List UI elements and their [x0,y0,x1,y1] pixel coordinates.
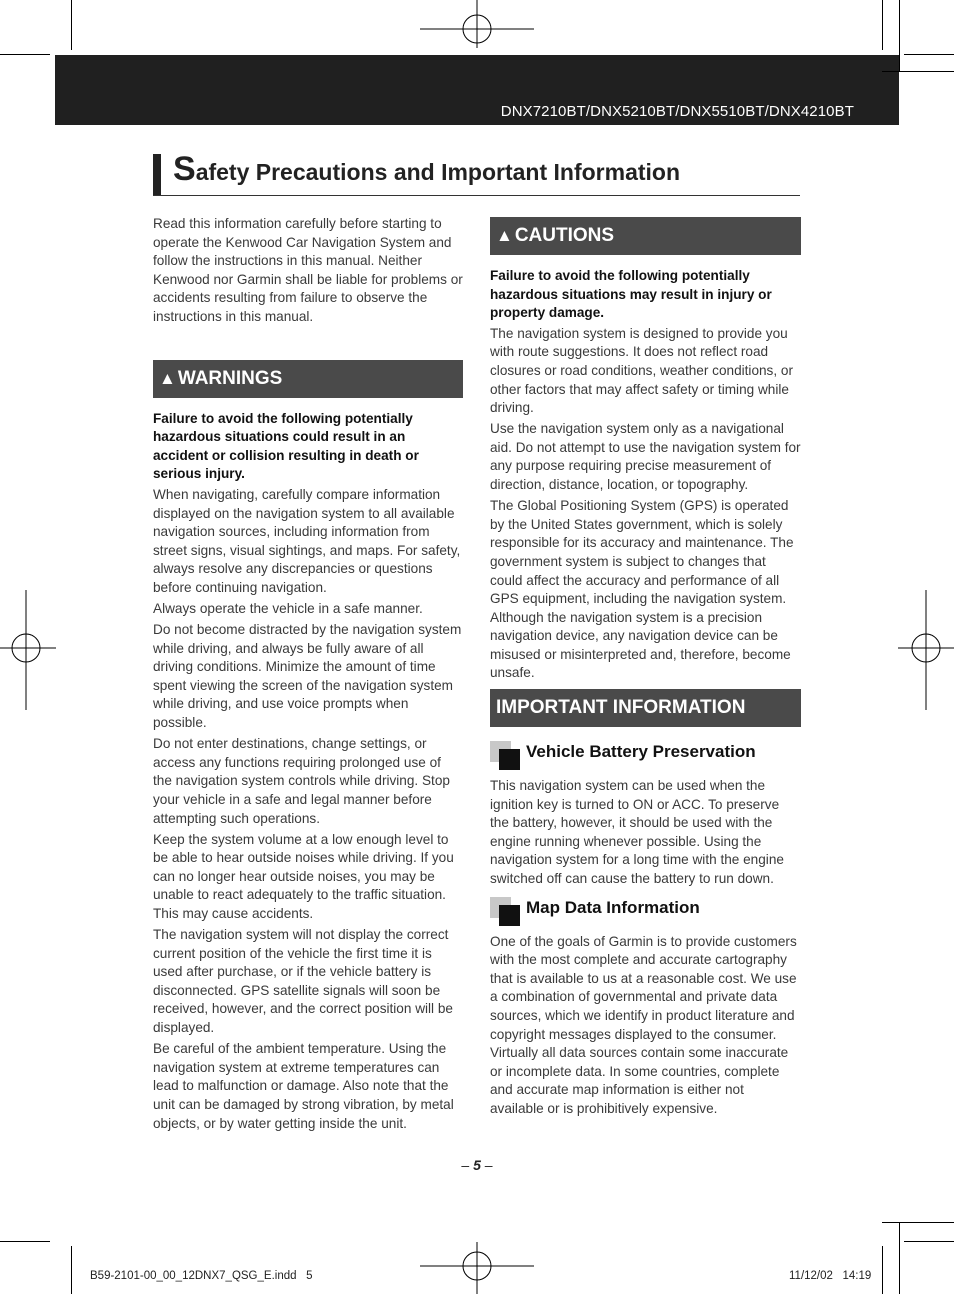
map-data-subheading: Map Data Information [490,897,801,929]
warnings-lead: Failure to avoid the following potentially hazardous situations could result in an accident or collision resulting in death or serious injury. [153,410,419,482]
left-column [153,215,463,1136]
warnings-paragraph: Do not become distracted by the navigation system while driving, and always be fully aware of all driving conditions. Minimize the amount of time spent viewing the screen of the navigation system while driving, and use voice prompts when possible. [153,622,462,731]
warnings-paragraph: Be careful of the ambient temperature. Using the navigation system at extreme temperatures can lead to malfunction or damage. Also note that the unit can be damaged by strong vibration, by metal objects, or by water getting inside the unit. [153,1041,454,1131]
cautions-paragraph: The Global Positioning System (GPS) is operated by the United States government, which is solely responsible for its accuracy and maintenance. The government system is subject to changes that could affect the accuracy and performance of all GPS equipment, including the navigation system. Although the navigation system is a precision navigation device, any navigation device can be misused or misinterpreted and, therefore, become unsafe. [490,498,794,681]
warnings-paragraph: Always operate the vehicle in a safe manner. [153,601,423,616]
subheading-marker [499,749,520,770]
cautions-paragraph: The navigation system is designed to provide you with route suggestions. It does not reflect road closures or road conditions, weather conditions, or other factors that may affect safety or timing while driving. [490,325,793,416]
model-numbers: DNX7210BT/DNX5210BT/DNX5510BT/DNX4210BT [500,103,854,120]
warnings-paragraph: The navigation system will not display the correct current position of the vehicle the first time it is used after purchase, or if the vehicle battery is disconnected. GPS satellite signals will soon be received, however, and the correct position will be displayed. [153,927,453,1036]
battery-subheading: Vehicle Battery Preservation [490,741,801,773]
subheading-marker [499,905,520,926]
right-column [490,217,801,1121]
footer-filename: B59-2101-00_00_12DNX7_QSG_E.indd 5 [90,1270,313,1282]
warnings-paragraph: Keep the system volume at a low enough level to be able to hear outside noises while driving. If you can no longer hear outside noises, you may be unable to react adequately to the traffic situation. This may cause accidents. [153,831,454,921]
registration-mark-right [894,590,954,710]
page-title-block [153,152,800,196]
warnings-paragraph: When navigating, carefully compare information displayed on the navigation system to all available navigation sources, including information from street signs, visual sightings, and maps. For safety, always resolve any discrepancies or questions before continuing navigation. [153,486,461,595]
page-title: Safety Precautions and Important Information [173,150,681,188]
registration-mark-top [420,0,534,60]
warning-triangle-icon: ▲ [159,368,176,388]
cautions-paragraph: Use the navigation system only as a navigational aid. Do not attempt to use the navigation system for any purpose requiring precise measurement of direction, distance, location, or topography. [490,421,801,493]
warnings-paragraph: Do not enter destinations, change settings, or access any functions requiring prolonged use of the navigation system controls while driving. Stop your vehicle in a safe and legal manner before attempting such operations. [153,736,450,826]
warnings-heading: ▲ WARNINGS [153,360,463,398]
warning-triangle-icon: ▲ [496,226,513,245]
map-data-paragraph: One of the goals of Garmin is to provide customers with the most complete and accurate cartography that is available to us at a reasonable cost. We use a combination of governmental and private data sources, which we identify in product literature and copyright messages displayed to the consumer. Virtually all data sources contain some inaccurate or incomplete data. In some countries, complete and accurate map information is either not available or is prohibitively expensive. [490,933,797,1116]
important-information-heading: IMPORTANT INFORMATION [490,689,801,727]
battery-paragraph: This navigation system can be used when the ignition key is turned to ON or ACC. To preserve the battery, however, it should be used with the engine running whenever possible. Using the navigation system for a long time with the engine switched off can cause the battery to run down. [490,778,784,887]
footer-timestamp: 11/12/02 14:19 [789,1270,872,1282]
intro-paragraph: Read this information carefully before starting to operate the Kenwood Car Navigation System and follow the instructions in this manual. Neither Kenwood nor Garmin shall be liable for problems or accidents resulting from failure to observe the instructions in this manual. [153,216,463,324]
cautions-heading: ▲ CAUTIONS [490,217,801,255]
title-accent-bar [153,154,161,195]
registration-mark-left [0,590,60,710]
page-number: – 5 – [461,1157,493,1173]
cautions-lead: Failure to avoid the following potentially hazardous situations may result in injury or property damage. [490,268,772,321]
registration-mark-bottom [420,1236,534,1294]
